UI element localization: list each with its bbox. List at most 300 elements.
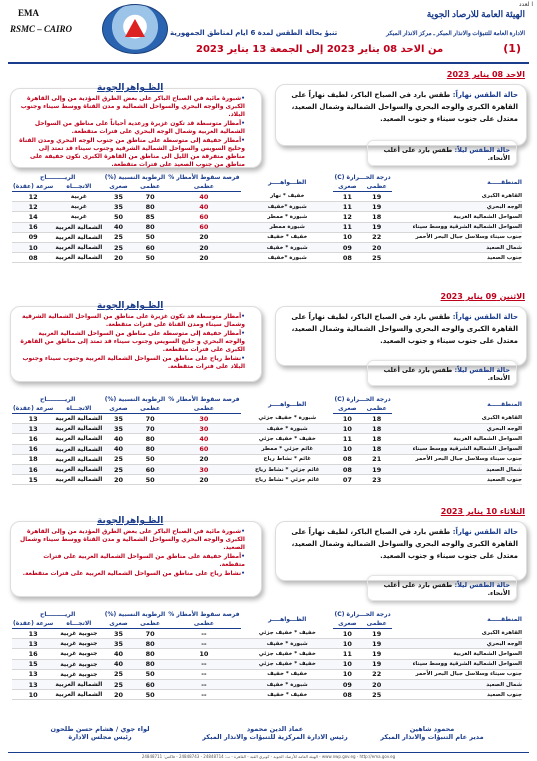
phenomena-list bbox=[19, 313, 245, 371]
document-header bbox=[0, 0, 537, 68]
col-region: المنطقـــــة bbox=[487, 400, 522, 408]
wind-speed-cell: 13 bbox=[12, 639, 54, 649]
wind-direction-cell: الشمالية الغربية bbox=[55, 425, 103, 433]
humidity-max-cell: 80 bbox=[134, 434, 167, 444]
day-label: الثلاثاء 10 يناير 2023 bbox=[440, 507, 525, 516]
humidity-max-cell: 50 bbox=[134, 475, 167, 485]
temp-min-cell: 11 bbox=[333, 649, 361, 659]
wind-direction-cell: غربية bbox=[54, 212, 103, 222]
rain-cell: -- bbox=[167, 639, 242, 649]
col-humidity: الرطوبة النسبية (%) bbox=[104, 396, 166, 403]
rain-cell: 20 bbox=[167, 232, 242, 242]
col-temperature: درجة الحـــرارة (C) bbox=[334, 174, 391, 181]
ema-logo-icon bbox=[102, 4, 168, 54]
col-hum-min: صغرى bbox=[103, 404, 133, 414]
temp-min-cell: 10 bbox=[333, 629, 361, 639]
humidity-max-cell: 70 bbox=[134, 414, 167, 424]
rain-cell: 40 bbox=[167, 192, 242, 202]
wind-speed-cell: 15 bbox=[12, 659, 54, 669]
organization-name: الهيئة العامة للارصاد الجوية bbox=[426, 9, 525, 19]
rain-cell: 30 bbox=[167, 424, 242, 434]
temp-min-cell: 10 bbox=[333, 232, 361, 242]
forecast-table bbox=[12, 395, 522, 485]
temp-max-cell: 25 bbox=[361, 253, 392, 263]
phenomena-cell: خفيف * خفيف جزئي bbox=[241, 434, 333, 444]
rain-cell: 40 bbox=[167, 202, 242, 212]
table-row bbox=[12, 424, 522, 434]
temp-min-cell: 09 bbox=[333, 242, 361, 252]
region-cell: السواحل الشمالية الغربية bbox=[392, 212, 522, 222]
phenomena-item: • شبورة مائية في الصباح الباكر على بعض الطرق المؤدية من وإلى القاهرة الكبرى والوجه البحري والسواحل الشمالية و مدن القناة ووسط سيناء وجنوب البلاد. bbox=[19, 95, 245, 119]
col-hum-max: عظمى bbox=[134, 404, 167, 414]
day-label: الاحد 08 يناير 2023 bbox=[446, 70, 525, 79]
temp-max-cell: 19 bbox=[361, 629, 392, 639]
temp-max-cell: 19 bbox=[361, 192, 392, 202]
col-wind: الريـــــــــاح bbox=[40, 611, 76, 618]
phenomena-cell: شبورة *خفيف bbox=[241, 202, 333, 212]
humidity-max-cell: 60 bbox=[134, 679, 167, 689]
humidity-min-cell: 25 bbox=[103, 242, 133, 252]
temp-min-cell: 10 bbox=[333, 444, 361, 454]
col-wind: الريـــــــــاح bbox=[40, 174, 76, 181]
humidity-min-cell: 50 bbox=[103, 212, 133, 222]
phenomena-list bbox=[19, 528, 245, 578]
col-hum-max: عظمى bbox=[134, 182, 167, 192]
phenomena-cell: شبورة * ممطر bbox=[241, 212, 333, 222]
night-weather-box bbox=[367, 575, 517, 601]
day-section bbox=[0, 68, 537, 280]
temp-max-cell: 18 bbox=[361, 212, 392, 222]
phenomena-cell: خفيف * خفيف bbox=[241, 690, 333, 700]
wind-direction-cell: الشمالية الغربية bbox=[55, 466, 103, 474]
phenomena-item: • شبورة مائية في الصباح الباكر على بعض الطرق المؤدية من وإلى القاهرة الكبرى والوجه البحري والسواحل الشمالية و مدن القناة ووسط سيناء وشمال الصعيد. bbox=[19, 528, 245, 552]
wind-speed-cell: 08 bbox=[12, 253, 54, 263]
humidity-min-cell: 35 bbox=[103, 202, 133, 212]
wind-speed-cell: 13 bbox=[12, 669, 54, 679]
temp-max-cell: 18 bbox=[361, 434, 392, 444]
temp-min-cell: 09 bbox=[333, 679, 361, 689]
table-row bbox=[12, 690, 522, 700]
rain-cell: 60 bbox=[167, 222, 242, 232]
wind-speed-cell: 16 bbox=[12, 444, 54, 454]
phenomena-cell: شبورة * خفيف bbox=[241, 639, 333, 649]
rain-cell: 20 bbox=[167, 253, 242, 263]
forecast-table bbox=[12, 173, 522, 263]
wind-speed-cell: 16 bbox=[12, 649, 54, 659]
col-temp-max: عظمى bbox=[361, 404, 392, 414]
signature-title: رئيس الادارة المركزية للتنبؤات والانذار المبكر bbox=[202, 733, 348, 741]
signature-title: رئيس مجلس الادارة bbox=[68, 733, 132, 741]
temp-min-cell: 12 bbox=[333, 212, 361, 222]
temp-min-cell: 08 bbox=[333, 690, 361, 700]
region-cell: شمال الصعيد bbox=[392, 679, 522, 689]
humidity-max-cell: 70 bbox=[134, 629, 167, 639]
phenomena-item: • أمطار متوسطة قد تكون غزيرة ورعدية أحياناً على مناطق من السواحل الشمالية الغربية وشمال الوجه البحري على فترات متقطعة. bbox=[19, 120, 245, 136]
rain-cell: 20 bbox=[167, 454, 242, 464]
phenomena-box bbox=[10, 83, 262, 168]
humidity-min-cell: 35 bbox=[103, 414, 133, 424]
table-row bbox=[12, 629, 522, 639]
ema-label: EMA bbox=[18, 8, 39, 18]
region-cell: جنوب الصعيد bbox=[392, 690, 522, 700]
wind-speed-cell: 13 bbox=[12, 629, 54, 639]
col-wind-speed: سرعة (عقدة) bbox=[12, 620, 54, 627]
col-region: المنطقـــــة bbox=[487, 615, 522, 623]
department-name: الادارة العامة للتنبؤات والانذار المبكر ـ مركز الانذار المبكر bbox=[386, 31, 525, 37]
humidity-max-cell: 60 bbox=[134, 242, 167, 252]
phenomena-list bbox=[19, 95, 245, 169]
wind-direction-cell: الشمالية الغربية bbox=[55, 691, 103, 699]
humidity-min-cell: 35 bbox=[103, 639, 133, 649]
region-cell: جنوب سيناء وسلاسل جبال البحر الأحمر bbox=[392, 232, 522, 242]
night-weather-label: حالة الطقس ليلاً: bbox=[454, 581, 510, 589]
humidity-min-cell: 35 bbox=[103, 192, 133, 202]
day-weather-text: طقس بارد في الصباح الباكر، لطيف نهاراً على القاهرة الكبرى والوجه البحري والسواحل الشمالية وشمال الصعيد، معتدل على جنوب سيناء و جنوب الصعيد. bbox=[291, 528, 518, 560]
col-rain-max: عظمى bbox=[167, 404, 242, 414]
humidity-max-cell: 60 bbox=[134, 464, 167, 474]
temp-max-cell: 19 bbox=[361, 464, 392, 474]
rain-cell: -- bbox=[167, 659, 242, 669]
humidity-min-cell: 40 bbox=[103, 659, 133, 669]
phenomena-item: • أمطار خفيفة على مناطق من السواحل الشمالية الغربية على فترات متقطعة. bbox=[19, 553, 245, 569]
wind-direction-cell: الشمالية الغربية bbox=[55, 223, 103, 231]
wind-direction-cell: الشمالية الغربية bbox=[55, 233, 103, 241]
signature-name: محمود شاهين bbox=[409, 725, 455, 733]
signature-name: عماد الدين محمود bbox=[246, 725, 304, 733]
humidity-max-cell: 50 bbox=[134, 232, 167, 242]
wind-speed-cell: 16 bbox=[12, 464, 54, 474]
day-weather-label: حالة الطقس نهاراً: bbox=[452, 528, 518, 536]
rain-cell: 60 bbox=[167, 212, 242, 222]
region-cell: الوجه البحري bbox=[392, 202, 522, 212]
table-row bbox=[12, 659, 522, 669]
wind-speed-cell: 09 bbox=[12, 232, 54, 242]
region-cell: السواحل الشمالية الغربية bbox=[392, 434, 522, 444]
weather-summary-box bbox=[275, 84, 527, 146]
humidity-min-cell: 25 bbox=[103, 454, 133, 464]
phenomena-box bbox=[10, 301, 262, 382]
region-cell: السواحل الشمالية الشرقية ووسط سيناء bbox=[392, 444, 522, 454]
temp-max-cell: 19 bbox=[361, 649, 392, 659]
humidity-max-cell: 50 bbox=[134, 669, 167, 679]
wind-direction-cell: الشمالية الغربية bbox=[55, 681, 103, 689]
table-row bbox=[12, 454, 522, 464]
humidity-min-cell: 40 bbox=[103, 444, 133, 454]
wind-direction-cell: جنوبية غربية bbox=[54, 629, 103, 639]
wind-speed-cell: 14 bbox=[12, 212, 54, 222]
temp-max-cell: 22 bbox=[361, 669, 392, 679]
day-section bbox=[0, 290, 537, 502]
signature-1 bbox=[367, 725, 497, 741]
col-rain-max: عظمى bbox=[167, 619, 242, 629]
col-rain: فرصة سقوط الأمطار % bbox=[168, 396, 240, 403]
humidity-min-cell: 40 bbox=[103, 649, 133, 659]
rain-cell: -- bbox=[167, 690, 242, 700]
temp-min-cell: 08 bbox=[333, 253, 361, 263]
table-row bbox=[12, 242, 522, 252]
wind-direction-cell: الشمالية الغربية bbox=[55, 476, 103, 484]
wind-direction-cell: الشمالية الغربية bbox=[55, 435, 103, 443]
humidity-min-cell: 25 bbox=[103, 464, 133, 474]
humidity-min-cell: 40 bbox=[103, 222, 133, 232]
rain-cell: 30 bbox=[167, 464, 242, 474]
signature-name: لواء جوي / هشام حسن طلحون bbox=[50, 725, 150, 733]
humidity-min-cell: 35 bbox=[103, 629, 133, 639]
wind-direction-cell: الشمالية الغربية bbox=[55, 244, 103, 252]
wind-direction-cell: جنوبية غربية bbox=[54, 669, 103, 679]
temp-max-cell: 19 bbox=[361, 222, 392, 232]
col-hum-min: صغرى bbox=[103, 182, 133, 192]
rain-cell: 60 bbox=[167, 444, 242, 454]
night-weather-label: حالة الطقس ليلاً: bbox=[454, 366, 510, 374]
col-temperature: درجة الحـــرارة (C) bbox=[334, 396, 391, 403]
day-weather-label: حالة الطقس نهاراً: bbox=[452, 313, 518, 321]
col-wind-dir: الاتجـــاه bbox=[54, 182, 103, 192]
region-cell: السواحل الشمالية الشرقية ووسط سيناء bbox=[392, 222, 522, 232]
wind-direction-cell: جنوبية غربية bbox=[54, 639, 103, 649]
col-wind-speed: سرعة (عقدة) bbox=[12, 183, 54, 190]
night-weather-box bbox=[367, 140, 517, 166]
region-cell: السواحل الشمالية الغربية bbox=[392, 649, 522, 659]
rain-cell: -- bbox=[167, 669, 242, 679]
issue-number-label: ا لعدد bbox=[518, 1, 533, 8]
region-cell: السواحل الشمالية الشرقية ووسط سيناء bbox=[392, 659, 522, 669]
table-row bbox=[12, 444, 522, 454]
table-row bbox=[12, 212, 522, 222]
region-cell: الوجه البحري bbox=[392, 639, 522, 649]
day-weather-label: حالة الطقس نهاراً: bbox=[452, 91, 518, 99]
col-temp-max: عظمى bbox=[361, 619, 392, 629]
table-row bbox=[12, 475, 522, 485]
col-humidity: الرطوبة النسبية (%) bbox=[104, 611, 166, 618]
temp-min-cell: 08 bbox=[333, 454, 361, 464]
region-cell: جنوب الصعيد bbox=[392, 475, 522, 485]
night-weather-box bbox=[367, 360, 517, 386]
humidity-max-cell: 80 bbox=[134, 444, 167, 454]
temp-min-cell: 11 bbox=[333, 202, 361, 212]
footer-contact: الهيئة العامة للأرصاد الجوية - كوبري القبة - القاهرة - ت: 24848714 - 24848743 - فاكس: 24848711 - www.nwp.gov.eg - http://ema.gov.eg bbox=[8, 752, 529, 759]
temp-max-cell: 25 bbox=[361, 690, 392, 700]
phenomena-item: • أمطار متوسطة قد تكون غزيرة على مناطق من السواحل الشمالية الشرقية وشمال سيناء ومدن القناة على فترات متقطعة. bbox=[19, 313, 245, 329]
region-cell: شمال الصعيد bbox=[392, 242, 522, 252]
temp-max-cell: 18 bbox=[361, 444, 392, 454]
phenomena-cell: غائم جزئي * نشاط رياح bbox=[241, 475, 333, 485]
rain-cell: 40 bbox=[167, 434, 242, 444]
col-hum-max: عظمى bbox=[134, 619, 167, 629]
signature-2 bbox=[200, 725, 350, 741]
rain-cell: 30 bbox=[167, 414, 242, 424]
page-number: (1) bbox=[503, 42, 521, 55]
day-label: الاثنين 09 يناير 2023 bbox=[440, 292, 525, 301]
wind-speed-cell: 13 bbox=[12, 414, 54, 424]
temp-min-cell: 08 bbox=[333, 464, 361, 474]
humidity-min-cell: 40 bbox=[103, 434, 133, 444]
col-rain: فرصة سقوط الأمطار % bbox=[168, 611, 240, 618]
col-hum-min: صغرى bbox=[103, 619, 133, 629]
phenomena-cell: غائم جزئي * ممطر bbox=[241, 444, 333, 454]
phenomena-cell: خفيف * خفيف جزئي bbox=[241, 649, 333, 659]
table-row bbox=[12, 679, 522, 689]
humidity-max-cell: 80 bbox=[134, 659, 167, 669]
temp-min-cell: 10 bbox=[333, 424, 361, 434]
humidity-min-cell: 25 bbox=[103, 679, 133, 689]
temp-max-cell: 20 bbox=[361, 679, 392, 689]
header-divider bbox=[8, 62, 529, 64]
col-temp-min: صغرى bbox=[333, 182, 361, 192]
phenomena-item: • نشاط رياح على مناطق من السواحل الشمالية الغربية وجنوب سيناء وجنوب البلاد على فترات متقطعة. bbox=[19, 355, 245, 371]
humidity-max-cell: 85 bbox=[134, 212, 167, 222]
phenomena-cell: شبورة ممطر bbox=[241, 222, 333, 232]
col-region: المنطقـــــة bbox=[487, 178, 522, 186]
wind-direction-cell: الشمالية الغربية bbox=[55, 455, 103, 463]
weather-summary-box bbox=[275, 521, 527, 581]
col-temp-min: صغرى bbox=[333, 619, 361, 629]
region-cell: القاهرة الكبرى bbox=[392, 192, 522, 202]
region-cell: جنوب الصعيد bbox=[392, 253, 522, 263]
table-row bbox=[12, 649, 522, 659]
col-phenomena: الظـــواهــــر bbox=[268, 400, 307, 408]
table-row bbox=[12, 232, 522, 242]
temp-max-cell: 19 bbox=[361, 202, 392, 212]
region-cell: الوجه البحري bbox=[392, 424, 522, 434]
temp-max-cell: 20 bbox=[361, 242, 392, 252]
humidity-min-cell: 25 bbox=[103, 232, 133, 242]
phenomena-cell: غائم * نشاط رياح bbox=[241, 454, 333, 464]
phenomena-item: • أمطار خفيفة إلى متوسطة على مناطق من جنوب الوجه البحري ومدن القناة وخليج السويس والسواحل الشمالية الشرقية وجنوب سيناء قد تمتد إلى مناطق متفرقة من الليل الى مناطق من القاهرة الكبرى تكون خفيفة على مناطق من جنوب الصعيد على فترات متقطعة. bbox=[19, 137, 245, 169]
temp-max-cell: 19 bbox=[361, 659, 392, 669]
humidity-max-cell: 70 bbox=[134, 424, 167, 434]
rain-cell: 20 bbox=[167, 242, 242, 252]
col-rain: فرصة سقوط الأمطار % bbox=[168, 174, 240, 181]
col-phenomena: الظـــواهــــر bbox=[268, 615, 307, 623]
wind-direction-cell: جنوبية غربية bbox=[54, 659, 103, 669]
wind-direction-cell: الشمالية الغربية bbox=[55, 415, 103, 423]
region-cell: جنوب سيناء وسلاسل جبال البحر الأحمر bbox=[392, 454, 522, 464]
col-temp-min: صغرى bbox=[333, 404, 361, 414]
phenomena-title: الظـواهرالجوية bbox=[97, 301, 164, 311]
wind-speed-cell: 13 bbox=[12, 679, 54, 689]
wind-direction-cell: غربية bbox=[54, 202, 103, 212]
region-cell: القاهرة الكبرى bbox=[392, 629, 522, 639]
temp-max-cell: 21 bbox=[361, 454, 392, 464]
region-cell: القاهرة الكبرى bbox=[392, 414, 522, 424]
humidity-max-cell: 80 bbox=[134, 649, 167, 659]
temp-max-cell: 18 bbox=[361, 414, 392, 424]
temp-min-cell: 10 bbox=[333, 414, 361, 424]
table-row bbox=[12, 192, 522, 202]
col-rain-max: عظمى bbox=[167, 182, 242, 192]
phenomena-title: الظـواهرالجوية bbox=[97, 83, 164, 93]
humidity-max-cell: 80 bbox=[134, 222, 167, 232]
rain-cell: 10 bbox=[167, 649, 242, 659]
rain-cell: -- bbox=[167, 629, 242, 639]
phenomena-cell: غائم جزئي * نشاط رياح bbox=[241, 464, 333, 474]
temp-min-cell: 11 bbox=[333, 434, 361, 444]
phenomena-item: • أمطار خفيفة إلى متوسطة على مناطق من السواحل الشمالية الغربية والوجه البحري و خليج السويس وجنوب سيناء قد تمتد إلى مناطق من القاهرة الكبرى على فترات متقطعة. bbox=[19, 330, 245, 354]
phenomena-cell: خفيف * نهار bbox=[241, 192, 333, 202]
phenomena-cell: خفيف * خفيف bbox=[241, 669, 333, 679]
temp-min-cell: 10 bbox=[333, 669, 361, 679]
wind-speed-cell: 18 bbox=[12, 454, 54, 464]
wind-direction-cell: الشمالية الغربية bbox=[55, 254, 103, 262]
phenomena-cell: شبورة * خفيف جزئي bbox=[241, 414, 333, 424]
col-phenomena: الظـــواهــــر bbox=[268, 178, 307, 186]
weather-summary-box bbox=[275, 306, 527, 366]
phenomena-box bbox=[10, 516, 262, 597]
wind-speed-cell: 16 bbox=[12, 222, 54, 232]
humidity-max-cell: 50 bbox=[134, 690, 167, 700]
table-row bbox=[12, 202, 522, 212]
wind-speed-cell: 12 bbox=[12, 192, 54, 202]
night-weather-text: طقس بارد على أغلب الأنحاء. bbox=[383, 146, 510, 162]
col-wind-dir: الاتجـــاه bbox=[54, 619, 103, 629]
night-weather-text: طقس بارد على أغلب الأنحاء. bbox=[383, 366, 510, 382]
humidity-max-cell: 80 bbox=[134, 202, 167, 212]
col-humidity: الرطوبة النسبية (%) bbox=[104, 174, 166, 181]
humidity-max-cell: 50 bbox=[134, 454, 167, 464]
table-row bbox=[12, 253, 522, 263]
phenomena-title: الظـواهرالجوية bbox=[97, 516, 164, 526]
humidity-min-cell: 25 bbox=[103, 669, 133, 679]
rain-cell: -- bbox=[167, 679, 242, 689]
humidity-min-cell: 35 bbox=[103, 424, 133, 434]
humidity-min-cell: 20 bbox=[103, 690, 133, 700]
wind-speed-cell: 12 bbox=[12, 202, 54, 212]
region-cell: جنوب سيناء وسلاسل جبال البحر الأحمر bbox=[392, 669, 522, 679]
wind-speed-cell: 16 bbox=[12, 434, 54, 444]
temp-min-cell: 11 bbox=[333, 192, 361, 202]
col-wind: الريـــــــــاح bbox=[40, 396, 76, 403]
phenomena-cell: خفيف * خفيف bbox=[241, 232, 333, 242]
phenomena-cell: خفيف * خفيف جزئي bbox=[241, 629, 333, 639]
phenomena-cell: شبورة *خفيف bbox=[241, 253, 333, 263]
humidity-max-cell: 80 bbox=[134, 639, 167, 649]
rain-cell: 20 bbox=[167, 475, 242, 485]
signature-title: مدير عام التنبؤات والانذار المبكر bbox=[380, 733, 484, 741]
phenomena-item: • نشاط رياح على مناطق من السواحل الشمالية الغربية على فترات متقطعة. bbox=[19, 570, 245, 578]
temp-min-cell: 10 bbox=[333, 659, 361, 669]
date-range: من الاحد 08 يناير 2023 إلى الجمعة 13 يناير 2023 bbox=[196, 44, 444, 55]
phenomena-cell: خفيف * خفيف جزئي bbox=[241, 659, 333, 669]
col-temp-max: عظمى bbox=[361, 182, 392, 192]
temp-max-cell: 19 bbox=[361, 639, 392, 649]
humidity-min-cell: 20 bbox=[103, 253, 133, 263]
wind-speed-cell: 10 bbox=[12, 690, 54, 700]
temp-min-cell: 11 bbox=[333, 222, 361, 232]
table-row bbox=[12, 669, 522, 679]
phenomena-cell: شبورة * خفيف bbox=[241, 242, 333, 252]
day-weather-text: طقس بارد في الصباح الباكر، لطيف نهاراً على القاهرة الكبرى والوجه البحري والسواحل الشمالية وشمال الصعيد، معتدل على جنوب سيناء و جنوب الصعيد. bbox=[291, 91, 518, 123]
table-row bbox=[12, 639, 522, 649]
col-wind-dir: الاتجـــاه bbox=[54, 404, 103, 414]
table-row bbox=[12, 222, 522, 232]
humidity-max-cell: 70 bbox=[134, 192, 167, 202]
region-cell: شمال الصعيد bbox=[392, 464, 522, 474]
temp-max-cell: 23 bbox=[361, 475, 392, 485]
table-row bbox=[12, 464, 522, 474]
wind-speed-cell: 15 bbox=[12, 475, 54, 485]
night-weather-label: حالة الطقس ليلاً: bbox=[454, 146, 510, 154]
table-row bbox=[12, 414, 522, 424]
col-temperature: درجة الحـــرارة (C) bbox=[334, 611, 391, 618]
day-weather-text: طقس بارد في الصباح الباكر، لطيف نهاراً على القاهرة الكبرى والوجه البحري والسواحل الشمالية وشمال الصعيد، معتدل على جنوب سيناء و جنوب الصعيد. bbox=[291, 313, 518, 345]
document-title: تنبؤ بحالة الطقس لمدة 6 ايام لمناطق الجمهورية bbox=[170, 29, 338, 37]
humidity-max-cell: 50 bbox=[134, 253, 167, 263]
phenomena-cell: شبورة * خفيف bbox=[241, 679, 333, 689]
col-wind-speed: سرعة (عقدة) bbox=[12, 405, 54, 412]
night-weather-text: طقس بارد على أغلب الأنحاء. bbox=[383, 581, 510, 597]
signature-3 bbox=[40, 725, 160, 741]
